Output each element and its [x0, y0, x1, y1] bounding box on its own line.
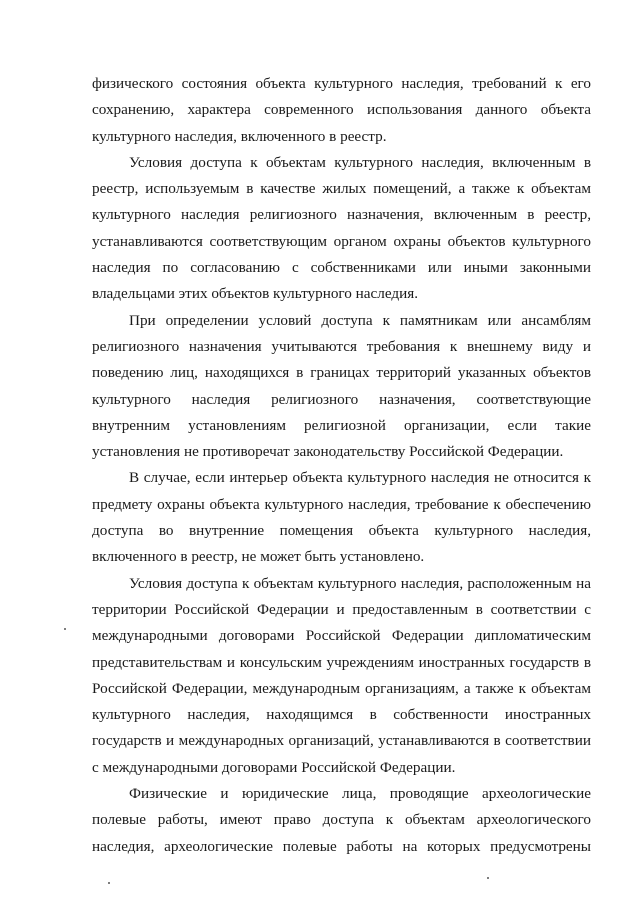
text-line: Российской Федерации, международным организациям, а также к объектам: [92, 679, 591, 697]
text-line: В случае, если интерьер объекта культурного наследия не относится к: [129, 469, 591, 487]
paragraph: [92, 150, 591, 308]
scan-speck: [108, 882, 110, 884]
paragraph: [92, 308, 591, 466]
text-line: владельцами этих объектов культурного наследия.: [92, 285, 419, 303]
text-line: с международными договорами Российской Федерации.: [92, 758, 456, 776]
text-line: культурного наследия религиозного назначения, включенным в реестр,: [92, 206, 591, 224]
text-line: религиозного назначения учитываются требования к внешнему виду и: [92, 337, 591, 355]
text-line: При определении условий доступа к памятникам или ансамблям: [129, 311, 591, 329]
text-line: физического состояния объекта культурного наследия, требований к его: [92, 75, 591, 92]
text-line: поведению лиц, находящихся в границах территорий указанных объектов: [92, 364, 591, 382]
text-line: включенного в реестр, не может быть установлено.: [92, 548, 425, 566]
text-line: наследия, археологические полевые работы на которых предусмотрены: [92, 837, 591, 855]
paragraph: [92, 571, 591, 781]
document-body: [92, 71, 591, 860]
text-line: сохранению, характера современного использования данного объекта: [92, 101, 591, 119]
text-line: Условия доступа к объектам культурного наследия, включенным в: [129, 153, 591, 171]
text-line: государств и международных организаций, устанавливаются в соответствии: [92, 732, 591, 750]
text-line: культурного наследия, включенного в реестр.: [92, 127, 387, 145]
scan-speck: [487, 877, 489, 879]
text-line: культурного наследия религиозного назначения, соответствующие: [92, 390, 591, 408]
text-line: международными договорами Российской Федерации дипломатическим: [92, 627, 591, 645]
paragraph: [92, 781, 591, 860]
text-line: предмету охраны объекта культурного наследия, требование к обеспечению: [92, 495, 591, 513]
scan-speck: [64, 628, 66, 630]
text-line: полевые работы, имеют право доступа к объектам археологического: [92, 811, 591, 829]
text-line: установления не противоречат законодательству Российской Федерации.: [92, 443, 564, 461]
text-line: наследия по согласованию с собственниками или иными законными: [92, 259, 591, 277]
paragraph: [92, 465, 591, 570]
text-line: территории Российской Федерации и предоставленным в соответствии с: [92, 600, 591, 618]
text-line: Условия доступа к объектам культурного наследия, расположенным на: [129, 574, 591, 592]
text-line: реестр, используемым в качестве жилых помещений, а также к объектам: [92, 180, 591, 198]
text-line: культурного наследия, находящимся в собственности иностранных: [92, 706, 591, 724]
text-line: внутренним установлениям религиозной организации, если такие: [92, 416, 591, 434]
text-line: Физические и юридические лица, проводящие археологические: [129, 785, 591, 803]
text-line: доступа во внутренние помещения объекта культурного наследия,: [92, 522, 591, 540]
text-line: представительствам и консульским учреждениям иностранных государств в: [92, 653, 591, 671]
text-line: устанавливаются соответствующим органом охраны объектов культурного: [92, 232, 591, 250]
paragraph: [92, 71, 591, 150]
